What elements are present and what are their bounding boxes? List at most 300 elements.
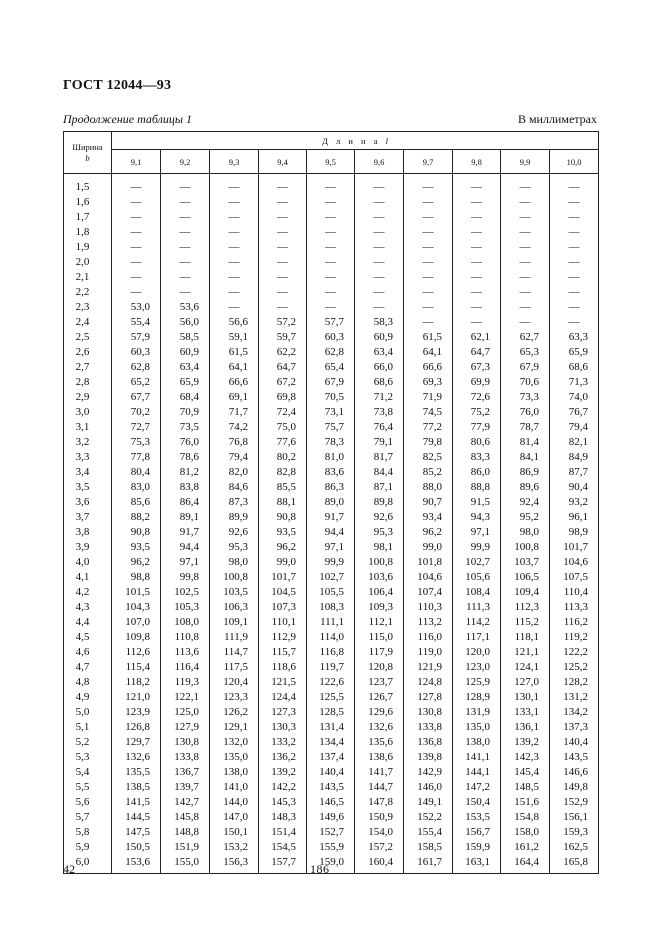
value-cell: 138,6: [355, 750, 404, 765]
table-row: [64, 225, 599, 240]
value-cell: —: [307, 285, 355, 300]
value-cell: 99,8: [161, 570, 210, 585]
value-cell: —: [501, 285, 550, 300]
value-cell: 104,6: [550, 555, 599, 570]
value-cell: —: [501, 174, 550, 196]
value-cell: 106,3: [210, 600, 259, 615]
table-row: [64, 795, 599, 810]
width-cell: 2,4: [64, 315, 112, 330]
table-row: [64, 255, 599, 270]
value-cell: 124,1: [501, 660, 550, 675]
value-cell: 64,7: [259, 360, 307, 375]
value-cell: 136,8: [404, 735, 453, 750]
value-cell: —: [307, 210, 355, 225]
width-cell: 2,7: [64, 360, 112, 375]
value-cell: —: [112, 255, 161, 270]
value-cell: 64,7: [453, 345, 501, 360]
value-cell: 79,4: [210, 450, 259, 465]
value-cell: —: [259, 225, 307, 240]
value-cell: 149,1: [404, 795, 453, 810]
width-label: Ширина: [72, 141, 103, 152]
value-cell: 93,2: [550, 495, 599, 510]
value-cell: 123,3: [210, 690, 259, 705]
value-cell: —: [161, 240, 210, 255]
value-cell: —: [161, 285, 210, 300]
value-cell: 101,5: [112, 585, 161, 600]
value-cell: 84,9: [550, 450, 599, 465]
value-cell: 132,6: [112, 750, 161, 765]
value-cell: 116,4: [161, 660, 210, 675]
table-body: [64, 174, 599, 874]
table-row: [64, 855, 599, 874]
value-cell: 121,9: [404, 660, 453, 675]
value-cell: 112,1: [355, 615, 404, 630]
value-cell: 134,2: [550, 705, 599, 720]
width-cell: 2,3: [64, 300, 112, 315]
length-label: Д л и н а: [322, 135, 381, 146]
value-cell: —: [112, 225, 161, 240]
value-cell: —: [550, 255, 599, 270]
table-row: [64, 174, 599, 196]
value-cell: 144,0: [210, 795, 259, 810]
value-cell: 157,7: [259, 855, 307, 874]
value-cell: 70,6: [501, 375, 550, 390]
length-symbol: l: [385, 135, 388, 146]
value-cell: 158,0: [501, 825, 550, 840]
width-cell: 4,9: [64, 690, 112, 705]
value-cell: 139,7: [161, 780, 210, 795]
page-number: 42: [63, 862, 75, 876]
width-cell: 1,8: [64, 225, 112, 240]
value-cell: 91,7: [307, 510, 355, 525]
value-cell: 88,1: [259, 495, 307, 510]
value-cell: 95,3: [210, 540, 259, 555]
value-cell: —: [307, 270, 355, 285]
table-continuation-caption: Продолжение таблицы 1: [63, 112, 193, 126]
value-cell: 85,6: [112, 495, 161, 510]
value-cell: 99,9: [453, 540, 501, 555]
value-cell: 63,3: [550, 330, 599, 345]
value-cell: 144,7: [355, 780, 404, 795]
value-cell: —: [161, 195, 210, 210]
value-cell: 82,8: [259, 465, 307, 480]
length-column-header: 9,9: [501, 150, 550, 174]
value-cell: 99,0: [259, 555, 307, 570]
value-cell: 160,4: [355, 855, 404, 874]
value-cell: 84,6: [210, 480, 259, 495]
value-cell: 91,5: [453, 495, 501, 510]
value-cell: 68,6: [355, 375, 404, 390]
value-cell: 91,7: [161, 525, 210, 540]
value-cell: 146,0: [404, 780, 453, 795]
value-cell: —: [355, 270, 404, 285]
dimension-table: [63, 131, 599, 874]
value-cell: 58,3: [355, 315, 404, 330]
value-cell: 150,9: [355, 810, 404, 825]
value-cell: —: [501, 270, 550, 285]
value-cell: 155,9: [307, 840, 355, 855]
width-cell: 2,1: [64, 270, 112, 285]
value-cell: 116,0: [404, 630, 453, 645]
table-row: [64, 330, 599, 345]
value-cell: 122,2: [550, 645, 599, 660]
value-cell: —: [210, 285, 259, 300]
value-cell: —: [453, 240, 501, 255]
length-column-header: 9,2: [161, 150, 210, 174]
value-cell: 67,2: [259, 375, 307, 390]
value-cell: —: [501, 195, 550, 210]
value-cell: 53,0: [112, 300, 161, 315]
table-row: [64, 765, 599, 780]
value-cell: 86,3: [307, 480, 355, 495]
table-row: [64, 480, 599, 495]
value-cell: 92,6: [210, 525, 259, 540]
value-cell: 107,5: [550, 570, 599, 585]
value-cell: —: [501, 225, 550, 240]
value-cell: 145,8: [161, 810, 210, 825]
value-cell: —: [210, 270, 259, 285]
value-cell: 120,0: [453, 645, 501, 660]
value-cell: 142,3: [501, 750, 550, 765]
value-cell: —: [259, 195, 307, 210]
value-cell: —: [307, 300, 355, 315]
value-cell: 165,8: [550, 855, 599, 874]
value-cell: 120,8: [355, 660, 404, 675]
value-cell: —: [453, 210, 501, 225]
value-cell: 108,3: [307, 600, 355, 615]
length-group-header: [112, 132, 599, 150]
table-row: [64, 405, 599, 420]
value-cell: 105,5: [307, 585, 355, 600]
value-cell: —: [259, 255, 307, 270]
value-cell: 75,0: [259, 420, 307, 435]
value-cell: 124,8: [404, 675, 453, 690]
value-cell: 125,9: [453, 675, 501, 690]
value-cell: —: [161, 174, 210, 196]
value-cell: 108,0: [161, 615, 210, 630]
width-cell: 3,4: [64, 465, 112, 480]
value-cell: 62,8: [307, 345, 355, 360]
value-cell: —: [550, 315, 599, 330]
value-cell: 159,0: [307, 855, 355, 874]
value-cell: 141,0: [210, 780, 259, 795]
value-cell: —: [259, 300, 307, 315]
value-cell: 123,9: [112, 705, 161, 720]
value-cell: 96,1: [550, 510, 599, 525]
table-row: [64, 810, 599, 825]
value-cell: 115,7: [259, 645, 307, 660]
width-cell: 2,6: [64, 345, 112, 360]
value-cell: —: [550, 210, 599, 225]
value-cell: 83,8: [161, 480, 210, 495]
value-cell: 87,1: [355, 480, 404, 495]
value-cell: 68,4: [161, 390, 210, 405]
value-cell: 135,0: [453, 720, 501, 735]
value-cell: 126,7: [355, 690, 404, 705]
value-cell: —: [453, 270, 501, 285]
value-cell: 87,7: [550, 465, 599, 480]
length-column-header: 9,7: [404, 150, 453, 174]
value-cell: —: [112, 174, 161, 196]
value-cell: 139,8: [404, 750, 453, 765]
value-cell: 60,9: [161, 345, 210, 360]
value-cell: 71,9: [404, 390, 453, 405]
value-cell: 82,0: [210, 465, 259, 480]
value-cell: 89,9: [210, 510, 259, 525]
table-row: [64, 780, 599, 795]
value-cell: 92,6: [355, 510, 404, 525]
value-cell: 125,5: [307, 690, 355, 705]
value-cell: 87,3: [210, 495, 259, 510]
value-cell: 112,3: [501, 600, 550, 615]
value-cell: 82,5: [404, 450, 453, 465]
value-cell: 83,6: [307, 465, 355, 480]
value-cell: 69,3: [404, 375, 453, 390]
value-cell: 96,2: [112, 555, 161, 570]
table-row: [64, 495, 599, 510]
value-cell: 152,7: [307, 825, 355, 840]
value-cell: 107,0: [112, 615, 161, 630]
value-cell: 129,6: [355, 705, 404, 720]
table-row: [64, 315, 599, 330]
value-cell: 86,4: [161, 495, 210, 510]
value-cell: 101,7: [259, 570, 307, 585]
value-cell: 135,6: [355, 735, 404, 750]
value-cell: 131,2: [550, 690, 599, 705]
value-cell: 74,0: [550, 390, 599, 405]
value-cell: —: [210, 255, 259, 270]
width-cell: 3,5: [64, 480, 112, 495]
value-cell: 100,8: [501, 540, 550, 555]
width-cell: 4,0: [64, 555, 112, 570]
value-cell: 100,8: [210, 570, 259, 585]
value-cell: 117,1: [453, 630, 501, 645]
value-cell: 156,1: [550, 810, 599, 825]
value-cell: 133,1: [501, 705, 550, 720]
value-cell: 63,4: [355, 345, 404, 360]
value-cell: 103,7: [501, 555, 550, 570]
table-row: [64, 690, 599, 705]
width-cell: 6,0: [64, 855, 112, 874]
value-cell: 154,8: [501, 810, 550, 825]
value-cell: —: [210, 300, 259, 315]
value-cell: 119,0: [404, 645, 453, 660]
value-cell: —: [453, 300, 501, 315]
value-cell: 120,4: [210, 675, 259, 690]
table-row: [64, 510, 599, 525]
value-cell: —: [550, 300, 599, 315]
value-cell: 136,1: [501, 720, 550, 735]
value-cell: 57,2: [259, 315, 307, 330]
length-column-header: 10,0: [550, 150, 599, 174]
value-cell: 136,2: [259, 750, 307, 765]
value-cell: 127,0: [501, 675, 550, 690]
value-cell: 109,1: [210, 615, 259, 630]
width-cell: 5,1: [64, 720, 112, 735]
value-cell: —: [550, 240, 599, 255]
value-cell: —: [453, 255, 501, 270]
value-cell: 98,8: [112, 570, 161, 585]
value-cell: 147,0: [210, 810, 259, 825]
value-cell: 59,1: [210, 330, 259, 345]
value-cell: 130,3: [259, 720, 307, 735]
value-cell: 88,2: [112, 510, 161, 525]
value-cell: 84,4: [355, 465, 404, 480]
value-cell: 150,1: [210, 825, 259, 840]
value-cell: 107,4: [404, 585, 453, 600]
width-cell: 1,9: [64, 240, 112, 255]
value-cell: 83,3: [453, 450, 501, 465]
value-cell: 70,9: [161, 405, 210, 420]
value-cell: 153,6: [112, 855, 161, 874]
width-cell: 5,2: [64, 735, 112, 750]
value-cell: 157,2: [355, 840, 404, 855]
table-row: [64, 585, 599, 600]
width-cell: 5,6: [64, 795, 112, 810]
value-cell: 88,8: [453, 480, 501, 495]
value-cell: 126,8: [112, 720, 161, 735]
value-cell: 104,3: [112, 600, 161, 615]
value-cell: 72,4: [259, 405, 307, 420]
value-cell: —: [355, 225, 404, 240]
value-cell: 55,4: [112, 315, 161, 330]
value-cell: 130,8: [161, 735, 210, 750]
value-cell: 148,3: [259, 810, 307, 825]
value-cell: 85,5: [259, 480, 307, 495]
value-cell: 109,8: [112, 630, 161, 645]
width-cell: 3,3: [64, 450, 112, 465]
value-cell: 90,8: [259, 510, 307, 525]
table-row: [64, 195, 599, 210]
value-cell: 98,0: [501, 525, 550, 540]
value-cell: 110,3: [404, 600, 453, 615]
value-cell: 98,9: [550, 525, 599, 540]
width-cell: 3,7: [64, 510, 112, 525]
table-row: [64, 240, 599, 255]
table-row: [64, 555, 599, 570]
value-cell: 72,7: [112, 420, 161, 435]
value-cell: 101,7: [550, 540, 599, 555]
width-cell: 1,6: [64, 195, 112, 210]
value-cell: 156,7: [453, 825, 501, 840]
table-row: [64, 645, 599, 660]
value-cell: 138,0: [210, 765, 259, 780]
value-cell: —: [404, 240, 453, 255]
value-cell: 98,1: [355, 540, 404, 555]
value-cell: —: [404, 195, 453, 210]
value-cell: —: [355, 285, 404, 300]
value-cell: 117,5: [210, 660, 259, 675]
value-cell: 83,0: [112, 480, 161, 495]
value-cell: 93,5: [112, 540, 161, 555]
value-cell: 132,6: [355, 720, 404, 735]
value-cell: —: [453, 315, 501, 330]
value-cell: 110,4: [550, 585, 599, 600]
width-cell: 4,4: [64, 615, 112, 630]
width-cell: 4,1: [64, 570, 112, 585]
value-cell: 58,5: [161, 330, 210, 345]
value-cell: 117,9: [355, 645, 404, 660]
value-cell: 94,4: [161, 540, 210, 555]
value-cell: —: [355, 255, 404, 270]
value-cell: 121,1: [501, 645, 550, 660]
width-cell: 2,0: [64, 255, 112, 270]
value-cell: 79,8: [404, 435, 453, 450]
width-cell: 4,5: [64, 630, 112, 645]
value-cell: 92,4: [501, 495, 550, 510]
value-cell: 96,2: [259, 540, 307, 555]
value-cell: 140,4: [307, 765, 355, 780]
table-row: [64, 720, 599, 735]
length-column-header: 9,3: [210, 150, 259, 174]
value-cell: 116,8: [307, 645, 355, 660]
value-cell: 108,4: [453, 585, 501, 600]
value-cell: 115,2: [501, 615, 550, 630]
value-cell: 146,5: [307, 795, 355, 810]
value-cell: 82,1: [550, 435, 599, 450]
table-row: [64, 735, 599, 750]
value-cell: 98,0: [210, 555, 259, 570]
value-cell: —: [259, 240, 307, 255]
value-cell: 137,4: [307, 750, 355, 765]
value-cell: 76,7: [550, 405, 599, 420]
value-cell: 139,2: [501, 735, 550, 750]
value-cell: 77,9: [453, 420, 501, 435]
value-cell: 161,2: [501, 840, 550, 855]
value-cell: 150,4: [453, 795, 501, 810]
value-cell: 80,6: [453, 435, 501, 450]
value-cell: 145,3: [259, 795, 307, 810]
value-cell: 118,2: [112, 675, 161, 690]
table-row: [64, 540, 599, 555]
value-cell: 75,3: [112, 435, 161, 450]
value-cell: 89,1: [161, 510, 210, 525]
table-row: [64, 630, 599, 645]
value-cell: 143,5: [550, 750, 599, 765]
value-cell: —: [259, 285, 307, 300]
table-row: [64, 270, 599, 285]
value-cell: 90,4: [550, 480, 599, 495]
value-cell: 74,2: [210, 420, 259, 435]
value-cell: 123,7: [355, 675, 404, 690]
value-cell: 118,6: [259, 660, 307, 675]
document-title: ГОСТ 12044—93: [63, 78, 172, 93]
value-cell: 62,7: [501, 330, 550, 345]
value-cell: 100,8: [355, 555, 404, 570]
value-cell: 155,0: [161, 855, 210, 874]
value-cell: 148,8: [161, 825, 210, 840]
value-cell: 112,9: [259, 630, 307, 645]
value-cell: 78,7: [501, 420, 550, 435]
table-row: [64, 345, 599, 360]
value-cell: 81,4: [501, 435, 550, 450]
width-cell: 4,6: [64, 645, 112, 660]
width-cell: 5,3: [64, 750, 112, 765]
width-symbol: b: [85, 152, 90, 163]
value-cell: 69,1: [210, 390, 259, 405]
value-cell: 159,3: [550, 825, 599, 840]
value-cell: 121,5: [259, 675, 307, 690]
value-cell: —: [161, 255, 210, 270]
value-cell: —: [307, 240, 355, 255]
value-cell: 63,4: [161, 360, 210, 375]
value-cell: —: [259, 270, 307, 285]
value-cell: 109,3: [355, 600, 404, 615]
value-cell: 62,8: [112, 360, 161, 375]
value-cell: —: [550, 195, 599, 210]
value-cell: 60,3: [307, 330, 355, 345]
value-cell: 161,7: [404, 855, 453, 874]
